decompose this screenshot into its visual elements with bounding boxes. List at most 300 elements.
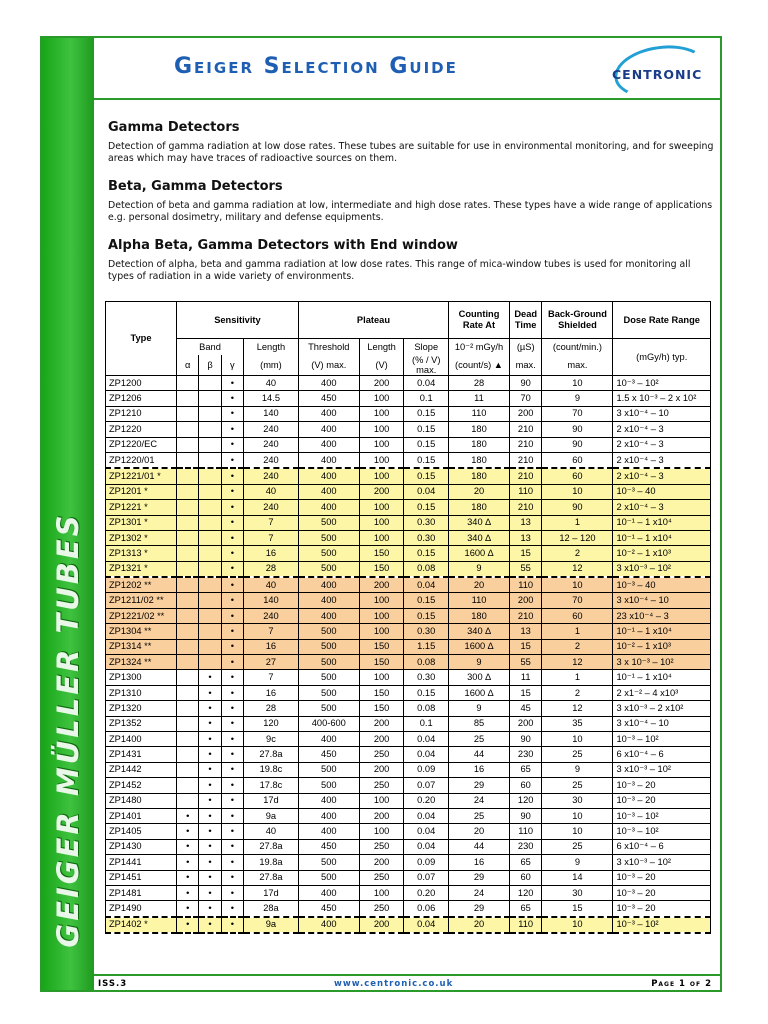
cell-beta: • — [199, 839, 221, 854]
cell-dose-rate: 10⁻³ – 40 — [613, 577, 711, 593]
section-title: Gamma Detectors — [108, 120, 240, 135]
cell-length: 7 — [244, 670, 299, 685]
cell-background: 15 — [542, 901, 613, 917]
cell-beta: • — [199, 731, 221, 746]
cell-type: ZP1301 * — [106, 515, 177, 530]
cell-length: 40 — [244, 376, 299, 391]
cell-background: 70 — [542, 406, 613, 421]
cell-threshold: 500 — [298, 762, 359, 777]
cell-slope: 0.04 — [404, 484, 449, 499]
cell-type: ZP1430 — [106, 839, 177, 854]
cell-type: ZP1352 — [106, 716, 177, 731]
cell-dose-rate: 10⁻³ – 20 — [613, 778, 711, 793]
cell-plateau-length: 150 — [359, 561, 404, 577]
cell-slope: 0.04 — [404, 917, 449, 933]
table-row — [106, 917, 711, 933]
cell-beta: • — [199, 855, 221, 870]
cell-beta — [199, 639, 221, 654]
cell-dose-rate: 2 x10⁻⁴ – 3 — [613, 422, 711, 437]
cell-dead-time: 11 — [509, 670, 541, 685]
cell-length: 40 — [244, 824, 299, 839]
cell-length: 40 — [244, 577, 299, 593]
cell-dose-rate: 6 x10⁻⁴ – 6 — [613, 747, 711, 762]
intro-content — [108, 120, 714, 297]
cell-plateau-length: 100 — [359, 593, 404, 608]
table-row — [106, 437, 711, 452]
section-text: Detection of alpha, beta and gamma radiation at low dose rates. This range of mica-window tubes is used for monitoring all types of radiation in a wide variety of environments. — [108, 259, 691, 282]
cell-plateau-length: 100 — [359, 530, 404, 545]
cell-threshold: 500 — [298, 639, 359, 654]
beta-label: β — [199, 355, 221, 376]
cell-counting-rate: 11 — [449, 391, 510, 406]
counts-unit: (count/s) ▲ — [449, 355, 510, 376]
cell-beta — [199, 437, 221, 452]
table-row — [106, 561, 711, 577]
cell-slope: 0.30 — [404, 515, 449, 530]
cell-gamma: • — [221, 793, 243, 808]
cell-alpha — [177, 437, 199, 452]
cell-gamma: • — [221, 808, 243, 823]
table-row — [106, 608, 711, 623]
cell-background: 1 — [542, 670, 613, 685]
cell-plateau-length: 200 — [359, 484, 404, 499]
cell-alpha — [177, 422, 199, 437]
cell-slope: 0.1 — [404, 716, 449, 731]
cell-dose-rate: 10⁻² – 1 x10³ — [613, 546, 711, 561]
cell-background: 9 — [542, 855, 613, 870]
cell-counting-rate: 340 ∆ — [449, 624, 510, 639]
cell-alpha — [177, 577, 199, 593]
cell-dead-time: 230 — [509, 839, 541, 854]
cell-counting-rate: 29 — [449, 870, 510, 885]
col-type: Type — [106, 302, 177, 376]
alpha-label: α — [177, 355, 199, 376]
cell-type: ZP1310 — [106, 685, 177, 700]
cell-slope: 0.15 — [404, 500, 449, 515]
dead-max: max. — [509, 355, 541, 376]
cell-beta: • — [199, 670, 221, 685]
cell-alpha — [177, 406, 199, 421]
cell-beta — [199, 593, 221, 608]
table-row — [106, 577, 711, 593]
cell-slope: 0.04 — [404, 747, 449, 762]
cell-dead-time: 120 — [509, 885, 541, 900]
cell-beta — [199, 577, 221, 593]
cell-length: 16 — [244, 639, 299, 654]
cell-dead-time: 210 — [509, 452, 541, 468]
cell-dose-rate: 3 x10⁻⁴ – 10 — [613, 593, 711, 608]
cell-slope: 0.09 — [404, 762, 449, 777]
cell-alpha — [177, 778, 199, 793]
cell-alpha — [177, 670, 199, 685]
cell-counting-rate: 44 — [449, 747, 510, 762]
table-row — [106, 515, 711, 530]
cell-gamma: • — [221, 515, 243, 530]
cell-counting-rate: 44 — [449, 839, 510, 854]
cell-dose-rate: 10⁻³ – 20 — [613, 885, 711, 900]
cell-dose-rate: 10⁻³ – 20 — [613, 793, 711, 808]
cell-gamma: • — [221, 422, 243, 437]
table-row — [106, 376, 711, 391]
col-slope: Slope — [404, 339, 449, 356]
cell-alpha — [177, 500, 199, 515]
cell-beta: • — [199, 778, 221, 793]
cell-beta: • — [199, 824, 221, 839]
table-row — [106, 747, 711, 762]
cell-dose-rate: 3 x10⁻⁴ – 10 — [613, 716, 711, 731]
cell-background: 90 — [542, 500, 613, 515]
cell-slope: 0.15 — [404, 546, 449, 561]
cell-dead-time: 210 — [509, 608, 541, 623]
cell-type: ZP1313 * — [106, 546, 177, 561]
cell-dose-rate: 10⁻³ – 10² — [613, 376, 711, 391]
table-row — [106, 422, 711, 437]
table-row — [106, 685, 711, 700]
cell-type: ZP1220/01 — [106, 452, 177, 468]
cell-threshold: 500 — [298, 855, 359, 870]
table-row — [106, 855, 711, 870]
cell-threshold: 400 — [298, 422, 359, 437]
cell-counting-rate: 180 — [449, 452, 510, 468]
cell-alpha: • — [177, 901, 199, 917]
col-plateau: Plateau — [298, 302, 448, 339]
cell-background: 2 — [542, 639, 613, 654]
cell-dose-rate: 23 x10⁻⁴ – 3 — [613, 608, 711, 623]
cell-counting-rate: 110 — [449, 406, 510, 421]
cell-length: 27.8a — [244, 839, 299, 854]
page-title: Geiger Selection Guide — [174, 54, 458, 79]
cell-gamma: • — [221, 870, 243, 885]
cell-dead-time: 65 — [509, 762, 541, 777]
cell-threshold: 400 — [298, 500, 359, 515]
section-text: Detection of gamma radiation at low dose rates. These tubes are suitable for use in environmental monitoring, and for sweeping areas which may have traces of radioactive sources on them. — [108, 141, 714, 164]
cell-length: 17d — [244, 885, 299, 900]
cell-threshold: 500 — [298, 655, 359, 670]
cell-gamma: • — [221, 839, 243, 854]
cell-dose-rate: 2 x10⁻⁴ – 3 — [613, 437, 711, 452]
cell-background: 10 — [542, 376, 613, 391]
cell-dose-rate: 10⁻³ – 10² — [613, 731, 711, 746]
cell-gamma: • — [221, 885, 243, 900]
col-counting-unit: 10⁻² mGy/h — [449, 339, 510, 356]
cell-background: 60 — [542, 608, 613, 623]
col-counting: Counting Rate At — [449, 302, 510, 339]
slope-unit: (% / V) max. — [404, 355, 449, 376]
cell-beta: • — [199, 885, 221, 900]
cell-counting-rate: 25 — [449, 731, 510, 746]
cell-alpha: • — [177, 870, 199, 885]
cell-dead-time: 55 — [509, 655, 541, 670]
cell-counting-rate: 180 — [449, 437, 510, 452]
col-background: Back-Ground Shielded — [542, 302, 613, 339]
cell-plateau-length: 100 — [359, 452, 404, 468]
table-row — [106, 530, 711, 545]
cell-dose-rate: 10⁻³ – 10² — [613, 808, 711, 823]
cell-alpha: • — [177, 917, 199, 933]
cell-counting-rate: 110 — [449, 593, 510, 608]
cell-gamma: • — [221, 855, 243, 870]
cell-beta — [199, 452, 221, 468]
cell-alpha — [177, 716, 199, 731]
cell-alpha — [177, 608, 199, 623]
cell-plateau-length: 250 — [359, 839, 404, 854]
cell-threshold: 400 — [298, 608, 359, 623]
table-row — [106, 639, 711, 654]
cell-plateau-length: 200 — [359, 762, 404, 777]
cell-threshold: 450 — [298, 901, 359, 917]
plateau-length-unit: (V) — [359, 355, 404, 376]
cell-alpha — [177, 624, 199, 639]
cell-type: ZP1400 — [106, 731, 177, 746]
table-row — [106, 500, 711, 515]
cell-plateau-length: 150 — [359, 685, 404, 700]
cell-gamma: • — [221, 747, 243, 762]
cell-gamma: • — [221, 468, 243, 484]
cell-slope: 0.30 — [404, 530, 449, 545]
cell-length: 28 — [244, 701, 299, 716]
cell-counting-rate: 9 — [449, 655, 510, 670]
cell-counting-rate: 1600 ∆ — [449, 685, 510, 700]
cell-length: 240 — [244, 452, 299, 468]
cell-threshold: 500 — [298, 561, 359, 577]
cell-length: 240 — [244, 422, 299, 437]
cell-dose-rate: 3 x 10⁻³ – 10² — [613, 655, 711, 670]
cell-length: 9c — [244, 731, 299, 746]
cell-dead-time: 200 — [509, 716, 541, 731]
cell-dead-time: 60 — [509, 778, 541, 793]
cell-alpha — [177, 376, 199, 391]
table-row — [106, 452, 711, 468]
cell-gamma: • — [221, 391, 243, 406]
col-dead: Dead Time — [509, 302, 541, 339]
cell-length: 19.8c — [244, 762, 299, 777]
cell-threshold: 450 — [298, 747, 359, 762]
cell-beta — [199, 655, 221, 670]
cell-background: 10 — [542, 824, 613, 839]
cell-dead-time: 90 — [509, 808, 541, 823]
cell-gamma: • — [221, 701, 243, 716]
cell-threshold: 400-600 — [298, 716, 359, 731]
cell-background: 12 — [542, 561, 613, 577]
cell-plateau-length: 200 — [359, 808, 404, 823]
cell-alpha — [177, 593, 199, 608]
cell-alpha — [177, 762, 199, 777]
issue-label: ISS.3 — [98, 979, 128, 989]
cell-plateau-length: 200 — [359, 731, 404, 746]
cell-background: 25 — [542, 839, 613, 854]
cell-gamma: • — [221, 917, 243, 933]
cell-type: ZP1314 ** — [106, 639, 177, 654]
cell-threshold: 500 — [298, 515, 359, 530]
cell-plateau-length: 200 — [359, 716, 404, 731]
cell-beta — [199, 515, 221, 530]
cell-beta — [199, 624, 221, 639]
table-body — [106, 376, 711, 934]
table-row — [106, 762, 711, 777]
cell-plateau-length: 250 — [359, 870, 404, 885]
cell-threshold: 450 — [298, 391, 359, 406]
cell-type: ZP1221/01 * — [106, 468, 177, 484]
cell-beta: • — [199, 808, 221, 823]
cell-dead-time: 65 — [509, 855, 541, 870]
cell-counting-rate: 1600 ∆ — [449, 546, 510, 561]
cell-alpha: • — [177, 855, 199, 870]
cell-dead-time: 13 — [509, 515, 541, 530]
cell-type: ZP1300 — [106, 670, 177, 685]
cell-alpha — [177, 391, 199, 406]
sidebar-title: GEIGER MÜLLER TUBES — [51, 512, 85, 948]
cell-threshold: 450 — [298, 839, 359, 854]
col-drr-unit: (mGy/h) typ. — [613, 339, 711, 376]
cell-alpha — [177, 655, 199, 670]
cell-type: ZP1442 — [106, 762, 177, 777]
cell-gamma: • — [221, 452, 243, 468]
cell-length: 240 — [244, 608, 299, 623]
cell-gamma: • — [221, 655, 243, 670]
cell-threshold: 400 — [298, 406, 359, 421]
cell-alpha — [177, 747, 199, 762]
cell-type: ZP1210 — [106, 406, 177, 421]
cell-counting-rate: 24 — [449, 885, 510, 900]
cell-dose-rate: 3 x10⁻³ – 10² — [613, 855, 711, 870]
table-row — [106, 406, 711, 421]
table-row — [106, 808, 711, 823]
cell-counting-rate: 180 — [449, 500, 510, 515]
cell-type: ZP1200 — [106, 376, 177, 391]
cell-beta: • — [199, 747, 221, 762]
cell-background: 10 — [542, 484, 613, 499]
cell-alpha: • — [177, 808, 199, 823]
cell-alpha — [177, 546, 199, 561]
cell-counting-rate: 9 — [449, 701, 510, 716]
cell-gamma: • — [221, 608, 243, 623]
cell-plateau-length: 100 — [359, 437, 404, 452]
website-link[interactable]: www.centronic.co.uk — [334, 979, 454, 989]
cell-plateau-length: 100 — [359, 422, 404, 437]
cell-alpha — [177, 484, 199, 499]
cell-beta — [199, 500, 221, 515]
cell-counting-rate: 20 — [449, 917, 510, 933]
cell-threshold: 400 — [298, 437, 359, 452]
cell-threshold: 400 — [298, 824, 359, 839]
table-row — [106, 593, 711, 608]
cell-gamma: • — [221, 624, 243, 639]
cell-counting-rate: 340 ∆ — [449, 530, 510, 545]
cell-slope: 0.15 — [404, 593, 449, 608]
cell-background: 1 — [542, 624, 613, 639]
cell-dead-time: 15 — [509, 639, 541, 654]
cell-beta: • — [199, 793, 221, 808]
cell-dose-rate: 2 x1⁻² – 4 x10³ — [613, 685, 711, 700]
cell-plateau-length: 150 — [359, 701, 404, 716]
cell-beta — [199, 530, 221, 545]
col-threshold: Threshold — [298, 339, 359, 356]
cell-slope: 0.07 — [404, 778, 449, 793]
table-row — [106, 716, 711, 731]
cell-length: 16 — [244, 546, 299, 561]
cell-dose-rate: 10⁻³ – 20 — [613, 870, 711, 885]
cell-beta — [199, 546, 221, 561]
cell-threshold: 400 — [298, 885, 359, 900]
col-dose-rate: Dose Rate Range — [613, 302, 711, 339]
cell-gamma: • — [221, 437, 243, 452]
page-number: Page 1 of 2 — [651, 979, 712, 989]
cell-counting-rate: 9 — [449, 561, 510, 577]
cell-plateau-length: 100 — [359, 624, 404, 639]
cell-dose-rate: 3 x10⁻³ – 10² — [613, 561, 711, 577]
cell-alpha: • — [177, 885, 199, 900]
cell-threshold: 400 — [298, 452, 359, 468]
cell-plateau-length: 100 — [359, 670, 404, 685]
cell-slope: 0.04 — [404, 577, 449, 593]
cell-type: ZP1302 * — [106, 530, 177, 545]
cell-counting-rate: 20 — [449, 824, 510, 839]
gamma-label: γ — [221, 355, 243, 376]
table-row — [106, 655, 711, 670]
cell-type: ZP1220 — [106, 422, 177, 437]
cell-background: 90 — [542, 437, 613, 452]
cell-threshold: 400 — [298, 593, 359, 608]
cell-beta — [199, 406, 221, 421]
cell-threshold: 400 — [298, 468, 359, 484]
col-bg-unit: (count/min.) — [542, 339, 613, 356]
table-row — [106, 885, 711, 900]
cell-dead-time: 210 — [509, 437, 541, 452]
cell-dead-time: 45 — [509, 701, 541, 716]
cell-slope: 0.15 — [404, 685, 449, 700]
cell-background: 2 — [542, 546, 613, 561]
cell-gamma: • — [221, 484, 243, 499]
cell-length: 28 — [244, 561, 299, 577]
cell-dead-time: 60 — [509, 870, 541, 885]
cell-alpha — [177, 468, 199, 484]
cell-beta — [199, 561, 221, 577]
cell-background: 1 — [542, 515, 613, 530]
cell-threshold: 500 — [298, 870, 359, 885]
cell-plateau-length: 250 — [359, 901, 404, 917]
cell-threshold: 400 — [298, 917, 359, 933]
cell-beta — [199, 484, 221, 499]
cell-type: ZP1220/EC — [106, 437, 177, 452]
col-sensitivity: Sensitivity — [177, 302, 299, 339]
cell-length: 9a — [244, 917, 299, 933]
cell-beta — [199, 391, 221, 406]
centronic-logo — [608, 44, 714, 94]
cell-counting-rate: 20 — [449, 577, 510, 593]
cell-dead-time: 210 — [509, 422, 541, 437]
cell-type: ZP1321 * — [106, 561, 177, 577]
cell-threshold: 400 — [298, 793, 359, 808]
table-row — [106, 901, 711, 917]
cell-background: 12 — [542, 655, 613, 670]
section-title: Alpha Beta, Gamma Detectors with End window — [108, 238, 458, 253]
cell-beta: • — [199, 762, 221, 777]
cell-dead-time: 15 — [509, 546, 541, 561]
cell-gamma: • — [221, 901, 243, 917]
col-length: Length — [244, 339, 299, 356]
cell-threshold: 400 — [298, 376, 359, 391]
cell-plateau-length: 150 — [359, 655, 404, 670]
cell-plateau-length: 100 — [359, 793, 404, 808]
cell-slope: 0.20 — [404, 793, 449, 808]
cell-dose-rate: 10⁻³ – 20 — [613, 901, 711, 917]
cell-slope: 0.04 — [404, 824, 449, 839]
cell-background: 35 — [542, 716, 613, 731]
cell-counting-rate: 16 — [449, 855, 510, 870]
cell-background: 60 — [542, 468, 613, 484]
cell-dose-rate: 10⁻² – 1 x10³ — [613, 639, 711, 654]
cell-threshold: 500 — [298, 670, 359, 685]
